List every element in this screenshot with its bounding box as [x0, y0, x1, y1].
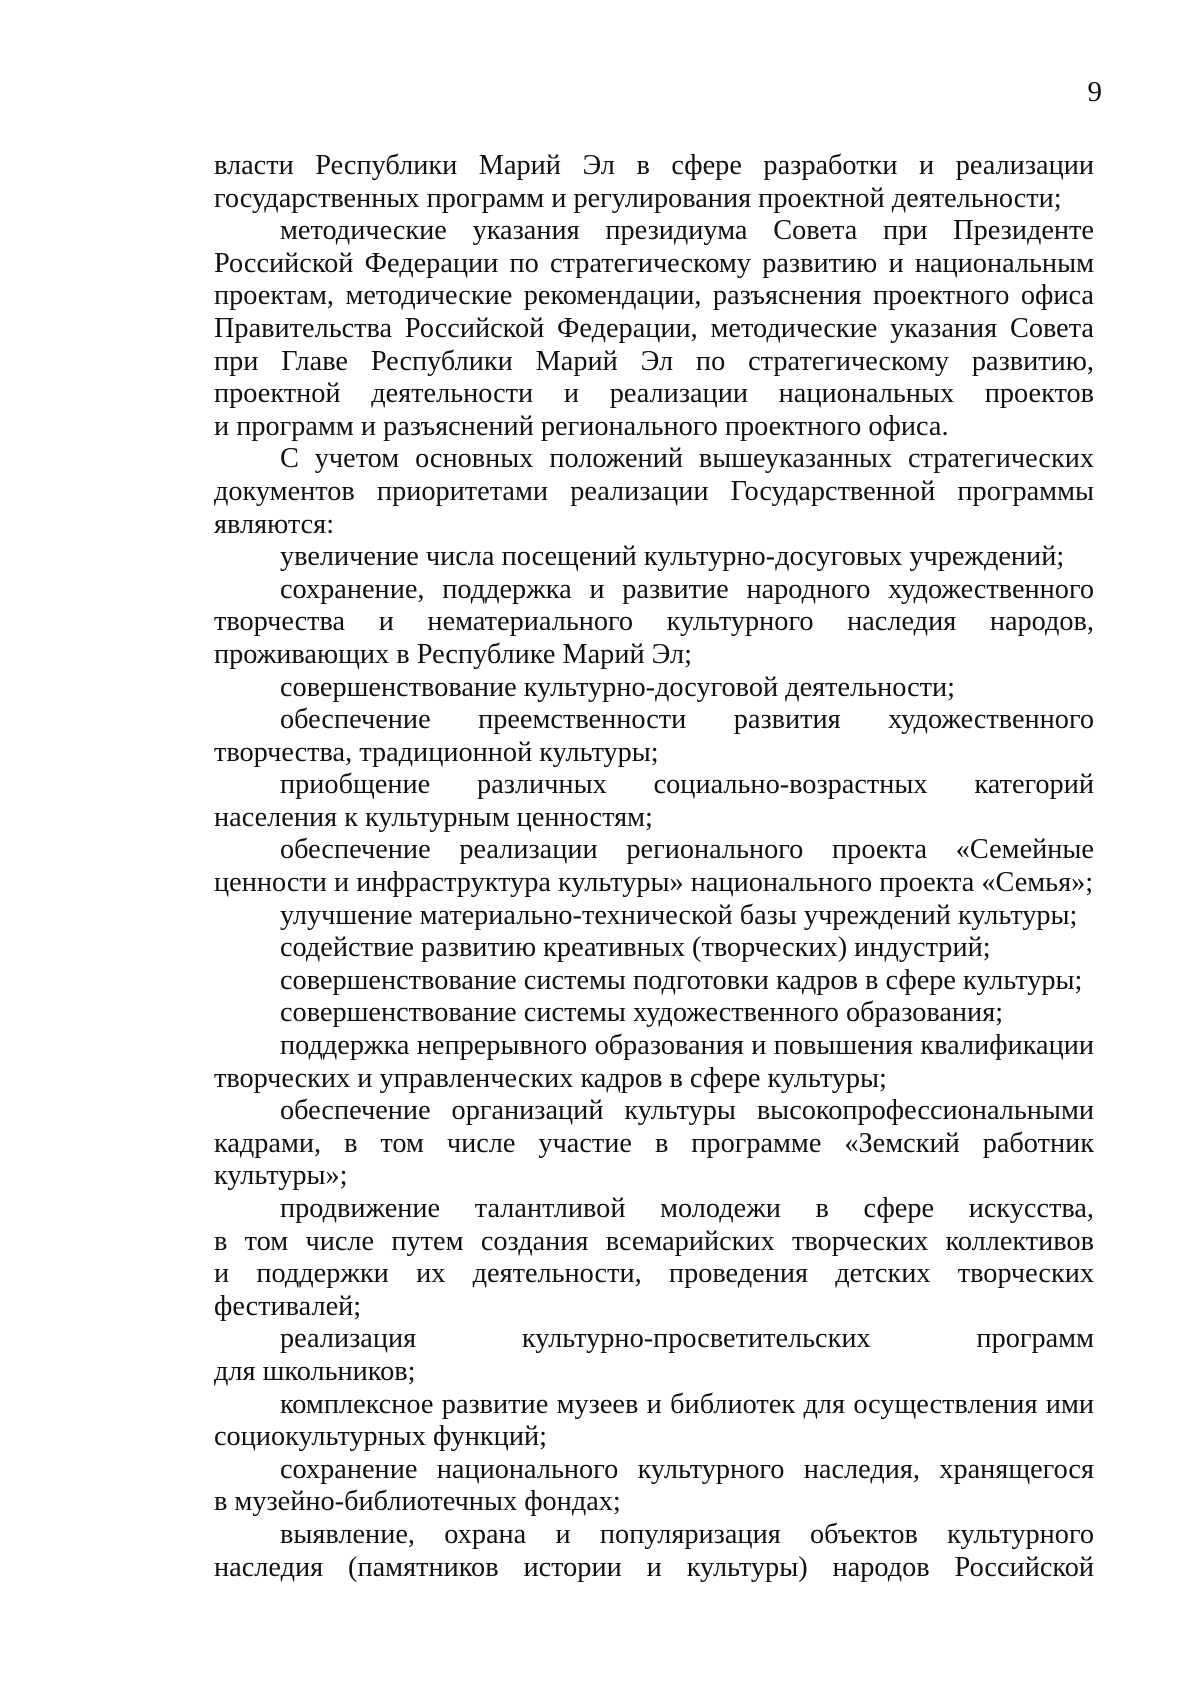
text-line: в музейно-библиотечных фондах; [214, 1486, 621, 1518]
text-line: при Главе Республики Марий Эл по стратегическому развитию, [214, 345, 1094, 377]
paragraph [214, 997, 1094, 1030]
document-body [214, 150, 1094, 1584]
text-line: увеличение числа посещений культурно-досуговых учреждений; [280, 541, 1065, 573]
paragraph [214, 574, 1094, 672]
paragraph [214, 1030, 1094, 1095]
paragraph [214, 900, 1094, 933]
text-line: улучшение материально-технической базы учреждений культуры; [280, 899, 1078, 931]
text-line: в том числе путем создания всемарийских творческих коллективов [214, 1225, 1094, 1257]
text-line: С учетом основных положений вышеуказанных стратегических [280, 443, 1094, 475]
text-line: проживающих в Республике Марий Эл; [214, 638, 692, 670]
paragraph [214, 769, 1094, 834]
text-line: приобщение различных социально-возрастных категорий [280, 769, 1094, 801]
paragraph [214, 834, 1094, 899]
paragraph [214, 215, 1094, 443]
paragraph [214, 672, 1094, 705]
text-line: проектной деятельности и реализации национальных проектов [214, 378, 1094, 410]
paragraph [214, 932, 1094, 965]
page-number: 9 [1087, 76, 1102, 108]
text-line: сохранение национального культурного наследия, хранящегося [280, 1453, 1094, 1485]
paragraph [214, 443, 1094, 541]
paragraph [214, 1095, 1094, 1193]
paragraph [214, 1193, 1094, 1323]
text-line: творчества и нематериального культурного наследия народов, [214, 606, 1094, 638]
text-line: творчества, традиционной культуры; [214, 736, 659, 768]
text-line: и программ и разъяснений регионального проектного офиса. [214, 410, 949, 442]
text-line: совершенствование культурно-досуговой деятельности; [280, 671, 956, 703]
paragraph [214, 1519, 1094, 1584]
paragraph [214, 1389, 1094, 1454]
text-line: кадрами, в том числе участие в программе «Земский работник [214, 1127, 1094, 1159]
text-line: творческих и управленческих кадров в сфере культуры; [214, 1062, 887, 1094]
text-line: социокультурных функций; [214, 1421, 547, 1453]
paragraph [214, 150, 1094, 215]
text-line: проектам, методические рекомендации, разъяснения проектного офиса [214, 280, 1094, 312]
text-line: содействие развитию креативных (творческих) индустрий; [280, 932, 991, 964]
text-line: культуры»; [214, 1160, 348, 1192]
text-line: реализация культурно-просветительских программ [280, 1323, 1094, 1355]
text-line: являются: [214, 508, 335, 540]
text-line: совершенствование системы подготовки кадров в сфере культуры; [280, 964, 1083, 996]
text-line: власти Республики Марий Эл в сфере разработки и реализации [214, 150, 1094, 181]
text-line: комплексное развитие музеев и библиотек для осуществления ими [280, 1388, 1094, 1420]
text-line: сохранение, поддержка и развитие народного художественного [280, 573, 1094, 605]
text-line: методические указания президиума Совета при Президенте [280, 215, 1094, 247]
text-line: совершенствование системы художественного образования; [280, 997, 1004, 1029]
text-line: и поддержки их деятельности, проведения детских творческих [214, 1258, 1094, 1290]
paragraph [214, 1454, 1094, 1519]
paragraph [214, 704, 1094, 769]
text-line: населения к культурным ценностям; [214, 801, 653, 833]
text-line: документов приоритетами реализации Государственной программы [214, 475, 1094, 507]
text-line: обеспечение преемственности развития художественного [280, 704, 1094, 736]
text-line: выявление, охрана и популяризация объектов культурного [280, 1518, 1094, 1550]
text-line: поддержка непрерывного образования и повышения квалификации [280, 1030, 1094, 1062]
paragraph [214, 965, 1094, 998]
paragraph [214, 541, 1094, 574]
text-line: продвижение талантливой молодежи в сфере искусства, [280, 1193, 1094, 1224]
text-line: наследия (памятников истории и культуры) народов Российской [214, 1551, 1094, 1583]
paragraph [214, 1323, 1094, 1388]
text-line: Российской Федерации по стратегическому развитию и национальным [214, 247, 1094, 279]
text-line: государственных программ и регулирования проектной деятельности; [214, 182, 1062, 214]
text-line: для школьников; [214, 1355, 416, 1387]
text-line: фестивалей; [214, 1290, 362, 1322]
text-line: Правительства Российской Федерации, методические указания Совета [214, 312, 1094, 344]
text-line: обеспечение реализации регионального проекта «Семейные [280, 834, 1094, 866]
text-line: обеспечение организаций культуры высокопрофессиональными [280, 1095, 1094, 1127]
text-line: ценности и инфраструктура культуры» национального проекта «Семья»; [214, 867, 1094, 899]
